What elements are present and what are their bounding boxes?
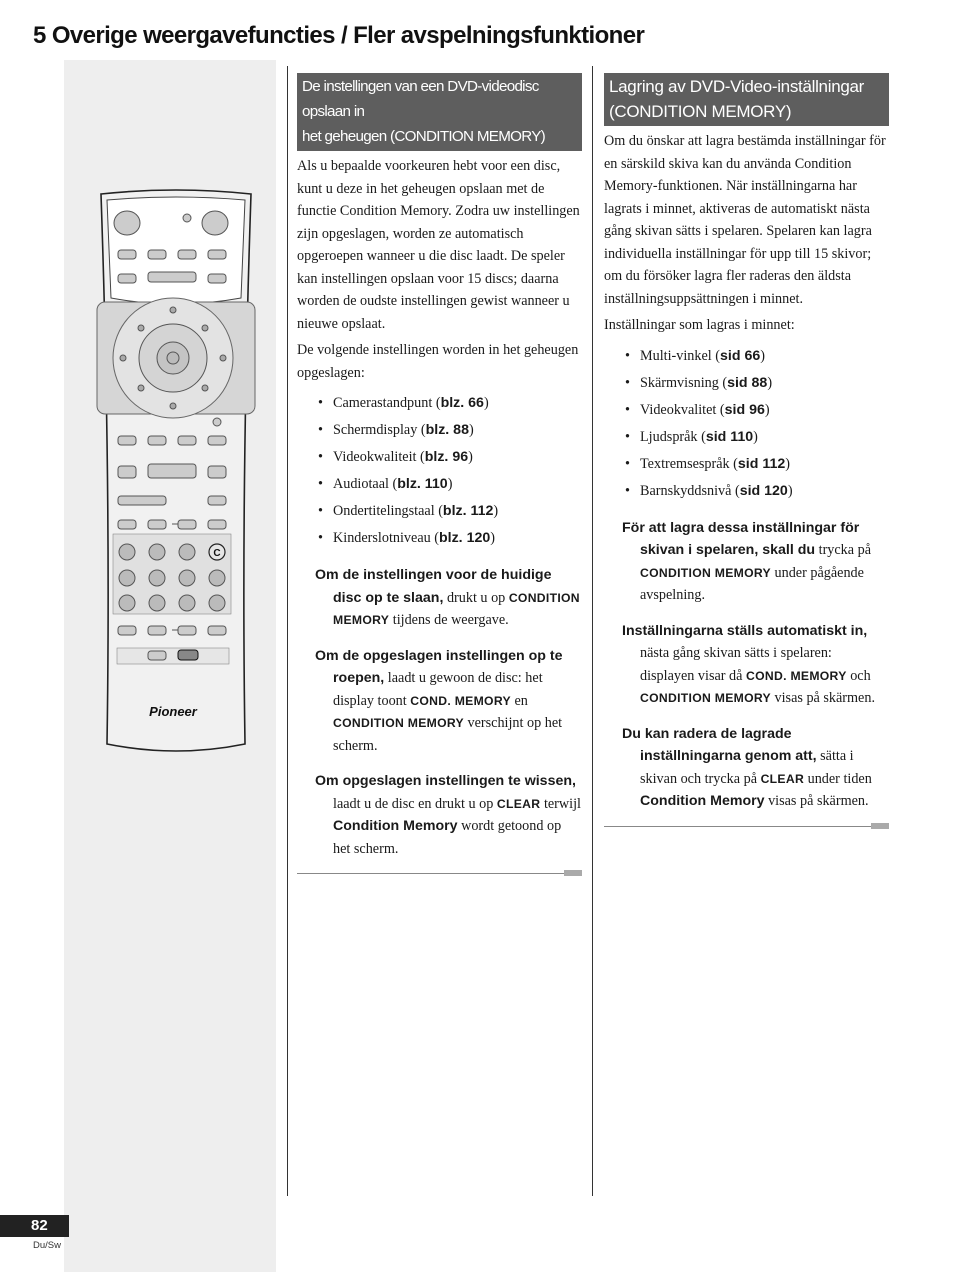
- instruction-text: och: [846, 667, 871, 684]
- instruction-text: wordt getoond op het scherm.: [333, 818, 562, 857]
- page-reference: blz. 110: [397, 476, 448, 492]
- swedish-list-intro: Inställningar som lagras i minnet:: [604, 317, 795, 333]
- swedish-clear-instruction: [604, 723, 889, 813]
- list-item: [604, 397, 889, 424]
- instruction-text: visas på skärmen.: [764, 793, 869, 809]
- page-number: 82: [0, 1215, 69, 1237]
- list-item: [604, 424, 889, 451]
- item-close: ): [483, 395, 489, 411]
- item-label: Ljudspråk (: [640, 428, 706, 445]
- dutch-settings-list: [297, 390, 582, 552]
- page-reference: sid 110: [705, 428, 754, 445]
- instruction-heading: För att lagra dessa inställningar för skivan i spelaren, skall du: [622, 519, 860, 558]
- dutch-recall-instruction: [297, 645, 582, 758]
- item-close: ): [764, 401, 770, 418]
- page-reference: blz. 112: [442, 503, 494, 519]
- instruction-text: drukt u op: [443, 589, 509, 606]
- key-name: CONDITION MEMORY: [640, 565, 771, 580]
- list-item: [297, 444, 582, 471]
- item-label: Schermdisplay (: [333, 422, 426, 438]
- display-text: COND. MEMORY: [410, 693, 511, 708]
- item-close: ): [753, 428, 758, 445]
- swedish-section-header: [604, 73, 889, 126]
- swedish-header-line2: (CONDITION MEMORY): [609, 102, 792, 121]
- numeric-keypad: [113, 534, 231, 614]
- item-close: ): [767, 374, 773, 391]
- instruction-text: laadt u gewoon de disc: het display toont: [333, 670, 543, 709]
- key-name: CONDITION MEMORY: [333, 590, 580, 627]
- key-name: CONDITION MEMORY: [640, 691, 771, 705]
- key-name: CLEAR: [496, 796, 541, 811]
- instruction-heading: Om de opgeslagen instellingen op te roepen,: [315, 647, 563, 686]
- column-divider-right: [592, 66, 593, 1196]
- instruction-text: laadt u de disc en drukt u op: [333, 795, 497, 812]
- list-item: [604, 343, 889, 370]
- instruction-text: verschijnt op het scherm.: [333, 715, 563, 754]
- instruction-heading: Du kan radera de lagrade inställningarna genom att,: [622, 725, 817, 764]
- instruction-text: terwijl: [540, 795, 581, 812]
- instruction-text: tijdens de weergave.: [389, 612, 509, 628]
- page-title: 5 Overige weergavefuncties / Fler avspelningsfunktioner: [33, 22, 645, 49]
- list-item: [604, 478, 889, 505]
- instruction-text: under tiden: [804, 770, 872, 787]
- item-close: ): [447, 476, 453, 492]
- swedish-recall-instruction: [604, 620, 889, 710]
- list-item: [297, 471, 582, 498]
- page-reference: sid 112: [737, 455, 786, 472]
- item-close: ): [785, 455, 790, 472]
- list-item: [604, 451, 889, 478]
- item-close: ): [468, 449, 473, 465]
- item-label: Videokwaliteit (: [333, 449, 425, 465]
- item-label: Multi-vinkel (: [640, 347, 720, 364]
- item-label: Skärmvisning (: [640, 374, 728, 391]
- instruction-text: visas på skärmen.: [770, 690, 875, 706]
- list-item: [297, 417, 582, 444]
- list-item: [297, 498, 582, 525]
- swedish-intro: Om du önskar att lagra bestämda inställningar för en särskild skiva kan du använda Condition Memory-funktionen. När inställningarna har lagrats i minnet, aktiveras de automatiskt nästa gång skivan sätts i spelaren. Spelaren kan lagra individuella inställningar för upp till 15 skivor; om du försöker lagra fler raderas den äldsta inställningsuppsättningen i minnet.: [604, 133, 886, 307]
- dutch-column: [297, 73, 582, 874]
- dutch-header-line2: het geheugen (CONDITION MEMORY): [302, 128, 546, 145]
- item-close: ): [760, 347, 765, 364]
- instruction-text: under pågående avspelning.: [640, 564, 864, 603]
- key-name: CLEAR: [760, 771, 805, 786]
- swedish-section-end-rule: [604, 826, 889, 827]
- page-reference: blz. 96: [424, 449, 469, 465]
- item-label: Kinderslotniveau (: [333, 530, 439, 546]
- item-label: Audiotaal (: [333, 476, 398, 492]
- page-reference: sid 88: [727, 374, 768, 391]
- page-reference: sid 96: [724, 401, 765, 418]
- item-close: ): [787, 482, 793, 499]
- page-reference: sid 120: [739, 482, 788, 499]
- page-reference: blz. 88: [425, 422, 469, 438]
- joystick-section: [97, 298, 255, 418]
- instruction-text: sätta i skivan och trycka på: [640, 748, 854, 787]
- item-close: ): [490, 530, 495, 546]
- remote-control-illustration: [93, 188, 259, 758]
- page-reference: blz. 120: [438, 530, 491, 546]
- display-text: COND. MEMORY: [745, 668, 847, 683]
- swedish-header-line1: Lagring av DVD-Video-inställningar: [609, 77, 865, 96]
- page-reference: sid 66: [720, 347, 761, 364]
- instruction-heading: Om de instellingen voor de huidige disc op te slaan,: [315, 567, 552, 606]
- dutch-section-end-rule: [297, 873, 582, 874]
- condition-memory-button-label: C: [213, 548, 221, 559]
- language-code: Du/Sw: [33, 1240, 61, 1251]
- instruction-text: nästa gång skivan sätts i spelaren: displayen visar då: [640, 645, 832, 684]
- dutch-clear-instruction: [297, 770, 582, 860]
- item-close: ): [493, 503, 499, 519]
- instruction-text: en: [510, 692, 528, 709]
- swedish-store-instruction: [604, 517, 889, 607]
- instruction-heading: Inställningarna ställs automatiskt in,: [622, 622, 868, 639]
- item-label: Textremsespråk (: [640, 455, 738, 472]
- dutch-intro: Als u bepaalde voorkeuren hebt voor een disc, kunt u deze in het geheugen opslaan met de functie Condition Memory. Zodra uw instellingen zijn opgeslagen, worden ze automatisch opgeroepen wanneer u die disc laadt. De speler kan instellingen opslaan voor 15 discs; daarna worden de oudste instellingen gewist wanneer u nieuwe opslaat.: [297, 158, 580, 332]
- item-label: Camerastandpunt (: [333, 395, 441, 411]
- column-divider-left: [287, 66, 288, 1196]
- dutch-list-intro: De volgende instellingen worden in het geheugen opgeslagen:: [297, 342, 579, 381]
- dutch-header-line1: De instellingen van een DVD-videodisc opslaan in: [302, 78, 539, 120]
- list-item: [297, 390, 582, 417]
- screen-message: Condition Memory: [333, 818, 458, 834]
- pioneer-logo: Pioneer: [149, 704, 197, 719]
- page-reference: blz. 66: [440, 395, 484, 411]
- swedish-settings-list: [604, 343, 889, 505]
- list-item: [604, 370, 889, 397]
- list-item: [297, 525, 582, 552]
- item-label: Ondertitelingstaal (: [333, 503, 443, 519]
- dutch-section-header: [297, 73, 582, 151]
- item-close: ): [468, 422, 474, 438]
- screen-message: Condition Memory: [640, 793, 765, 809]
- swedish-column: [604, 73, 889, 827]
- dutch-store-instruction: [297, 564, 582, 632]
- key-name: CONDITION MEMORY: [333, 716, 464, 730]
- instruction-text: trycka på: [815, 542, 872, 558]
- instruction-heading: Om opgeslagen instellingen te wissen,: [315, 773, 576, 789]
- item-label: Videokvalitet (: [640, 401, 725, 418]
- item-label: Barnskyddsnivå (: [640, 482, 740, 499]
